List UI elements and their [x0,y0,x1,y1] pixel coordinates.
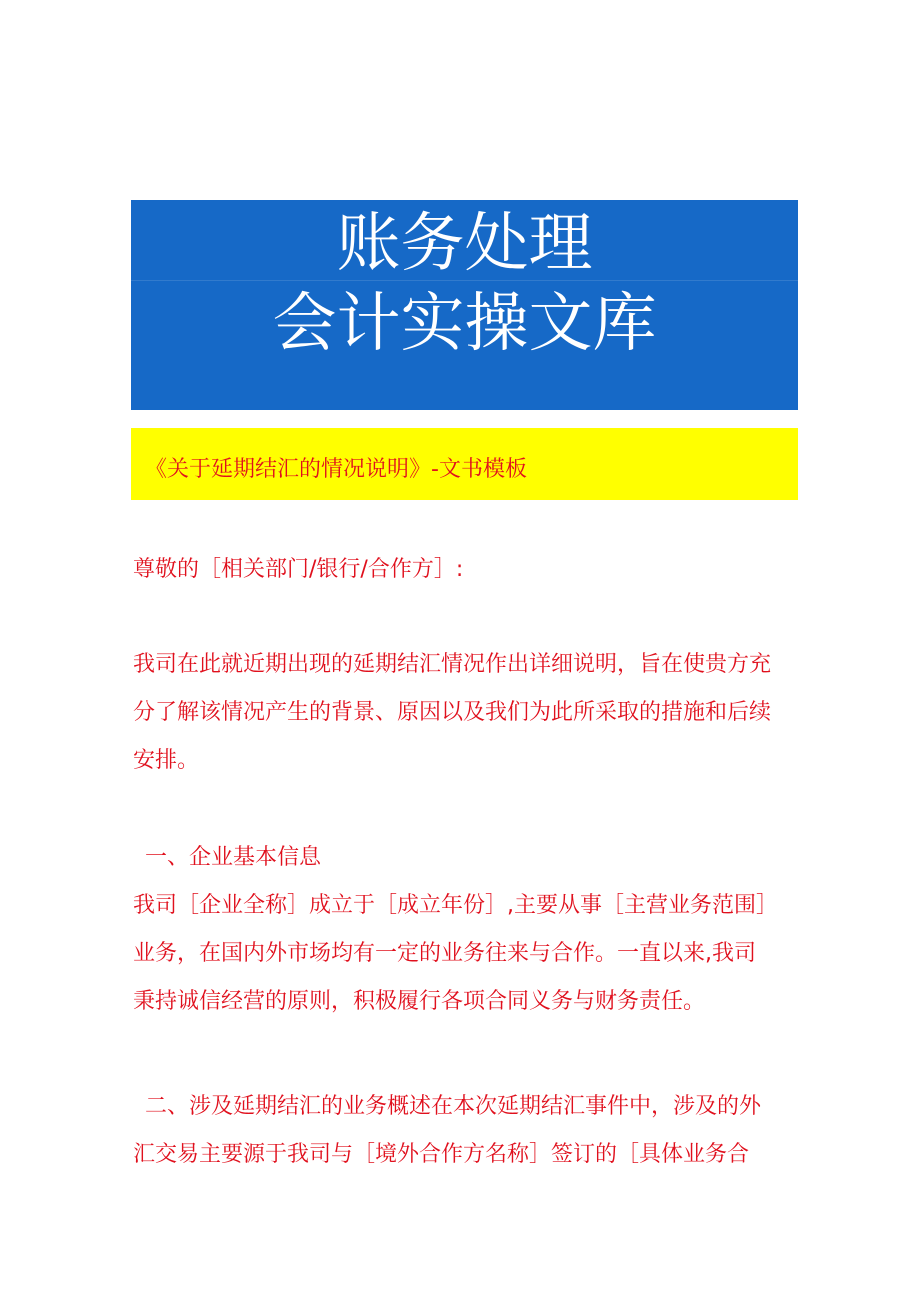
section-2-line: 二、涉及延期结汇的业务概述在本次延期结汇事件中，涉及的外 [145,1094,762,1119]
title-banner [131,200,798,410]
document-subtitle: 《关于延期结汇的情况说明》-文书模板 [145,457,527,482]
intro-paragraph [133,641,801,785]
section-1-paragraph [133,882,801,1026]
intro-line: 分了解该情况产生的背景、原因以及我们为此所采取的措施和后续 [133,700,772,725]
section-1-heading [133,834,801,882]
intro-line: 安排。 [133,748,200,773]
section-1-line: 业务，在国内外市场均有一定的业务往来与合作。一直以来,我司 [133,941,756,966]
banner-title-line-1: 账务处理 [336,207,593,281]
section-2-paragraph [133,1083,801,1179]
section-1-heading-text: 一、企业基本信息 [145,845,322,870]
section-1-line: 秉持诚信经营的原则，积极履行各项合同义务与财务责任。 [133,989,706,1014]
subtitle-bar [131,428,798,500]
section-1-line: 我司［企业全称］成立于［成立年份］,主要从事［主营业务范围］ [133,893,778,918]
salutation: 尊敬的［相关部门/银行/合作方］: [133,557,464,582]
section-2-line: 汇交易主要源于我司与［境外合作方名称］签订的［具体业务合 [133,1142,750,1167]
intro-line: 我司在此就近期出现的延期结汇情况作出详细说明，旨在使贵方充 [133,652,772,677]
banner-title-line-2: 会计实操文库 [272,287,657,361]
